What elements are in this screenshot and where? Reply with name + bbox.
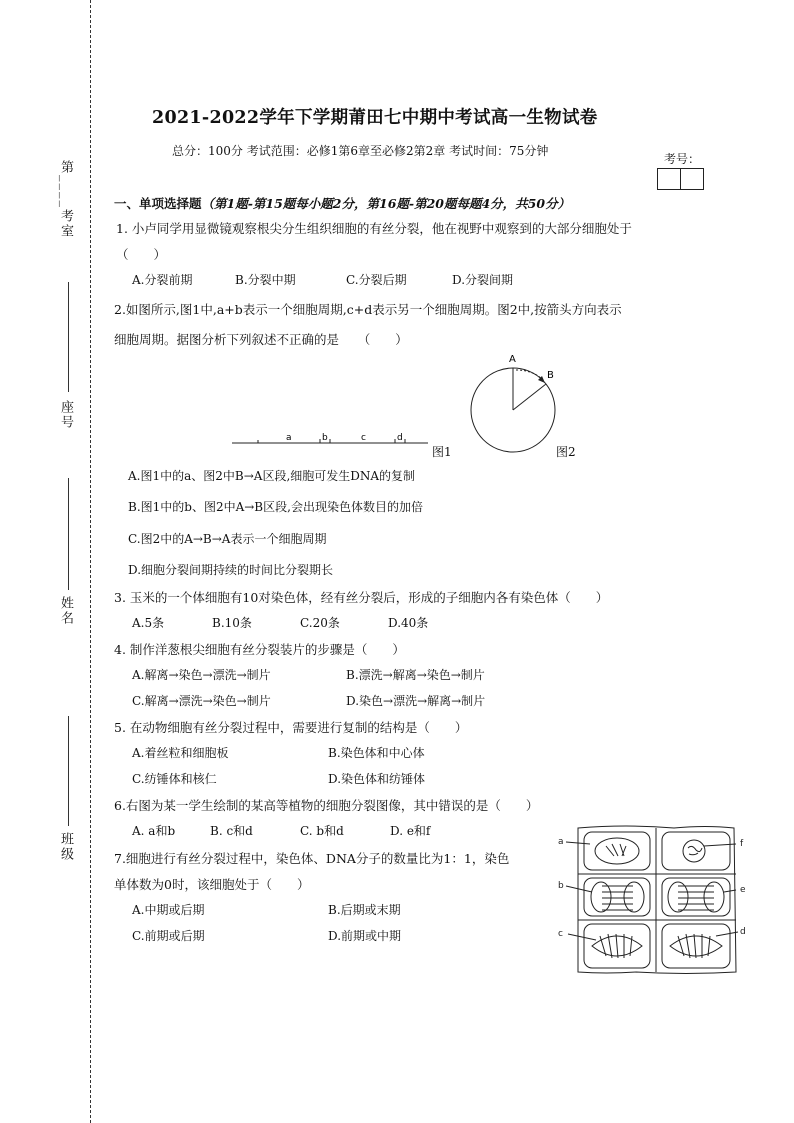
- fig1-label-b: b: [322, 433, 328, 443]
- margin-seat-label: 座号: [58, 400, 73, 430]
- fig2-caption: 图2: [556, 445, 576, 459]
- q5-option-a: A.着丝粒和细胞板: [132, 746, 229, 760]
- q2-option-c: C.图2中的A→B→A表示一个细胞周期: [128, 532, 327, 546]
- q7-stem-line2: 单体数为0时，该细胞处于（ ）: [114, 877, 310, 892]
- q6-option-c: C. b和d: [300, 824, 344, 838]
- q1-option-c: C.分裂后期: [346, 273, 407, 287]
- q6-frame: [578, 826, 736, 974]
- q6-fig-label-b: b: [558, 881, 564, 891]
- q6-cell-d: [662, 924, 730, 968]
- page-title: 2021-2022学年下学期莆田七中期中考试高一生物试卷: [152, 108, 598, 128]
- q6-stem: 6.右图为某一学生绘制的某高等植物的细胞分裂图像，其中错误的是（ ）: [114, 798, 539, 813]
- q6-option-b: B. c和d: [210, 824, 253, 838]
- q1-option-b: B.分裂中期: [235, 273, 296, 287]
- q6-fig-label-e: e: [740, 885, 746, 895]
- q4-option-a: A.解离→染色→漂洗→制片: [132, 668, 271, 682]
- q6-cell-f-chromatin: [688, 846, 702, 854]
- fig2-label-B: B: [547, 370, 554, 381]
- margin-class-label: 班级: [58, 832, 73, 862]
- q6-cell-f: [662, 832, 730, 870]
- q7-option-a: A.中期或后期: [132, 903, 205, 917]
- margin-name-label: 姓名: [58, 596, 73, 626]
- fig2-label-A: A: [509, 354, 516, 365]
- fig2-radius-b: [513, 384, 546, 410]
- q6-cell-a-chromosomes: [606, 844, 626, 856]
- q2-stem-line2: 细胞周期。据图分析下列叙述不正确的是 （ ）: [114, 332, 408, 347]
- q6-option-d: D. e和f: [390, 824, 431, 838]
- fig1-label-d: d: [397, 433, 403, 443]
- q5-option-c: C.纺锤体和核仁: [132, 772, 217, 786]
- q6-leader-b: [566, 886, 592, 892]
- q1-option-d: D.分裂间期: [452, 273, 514, 287]
- margin-class-line: [68, 716, 69, 826]
- q1-stem: 1. 小卢同学用显微镜观察根尖分生组织细胞的有丝分裂，他在视野中观察到的大部分细胞处于: [116, 221, 632, 236]
- q6-cell-f-nucleus: [683, 840, 705, 862]
- margin-exam-room-label: 第____考室: [58, 160, 73, 239]
- q6-fig-label-c: c: [558, 929, 563, 939]
- q7-option-c: C.前期或后期: [132, 929, 205, 943]
- q6-leader-f: [704, 844, 736, 846]
- q5-option-b: B.染色体和中心体: [328, 746, 425, 760]
- q6-fig-label-a: a: [558, 837, 564, 847]
- q6-fig-label-d: d: [740, 927, 746, 937]
- fig2-arrow-arc: [516, 370, 543, 380]
- q3-stem: 3. 玉米的一个体细胞有10对染色体，经有丝分裂后，形成的子细胞内各有染色体（ ）: [114, 590, 609, 605]
- q6-leader-d: [716, 932, 738, 936]
- q2-option-d: D.细胞分裂间期持续的时间比分裂期长: [128, 563, 334, 577]
- q3-option-a: A.5条: [132, 616, 165, 630]
- q5-stem: 5. 在动物细胞有丝分裂过程中，需要进行复制的结构是（ ）: [114, 720, 468, 735]
- q5-option-d: D.染色体和纺锤体: [328, 772, 426, 786]
- q2-option-a: A.图1中的a、图2中B→A区段,细胞可发生DNA的复制: [128, 469, 416, 483]
- q1-answer-bracket: （ ）: [116, 247, 167, 262]
- exam-number-label: 考号：: [664, 152, 701, 166]
- q1-option-a: A.分裂前期: [132, 273, 193, 287]
- q4-stem: 4. 制作洋葱根尖细胞有丝分裂装片的步骤是（ ）: [114, 642, 405, 657]
- fig1-label-c: c: [361, 433, 366, 443]
- q6-cell-e-spindle: [678, 886, 714, 910]
- q6-cell-a-spindle: [595, 838, 639, 864]
- q3-option-b: B.10条: [212, 616, 252, 630]
- q6-leader-c: [568, 934, 596, 940]
- q3-option-c: C.20条: [300, 616, 340, 630]
- fig1-label-a: a: [286, 433, 292, 443]
- q7-option-d: D.前期或中期: [328, 929, 402, 943]
- q4-option-c: C.解离→漂洗→染色→制片: [132, 694, 271, 708]
- section-title: 一、单项选择题: [114, 196, 202, 211]
- q2-stem-line1: 2.如图所示,图1中,a+b表示一个细胞周期,c+d表示另一个细胞周期。图2中,按箭头方向表示: [114, 302, 622, 317]
- section-note: （第1题-第15题每小题2分，第16题-第20题每题4分，共50分）: [201, 196, 571, 211]
- q3-option-d: D.40条: [388, 616, 429, 630]
- q2-cell-cycle-figures: [0, 0, 794, 470]
- fig1-caption: 图1: [432, 445, 452, 459]
- q7-option-b: B.后期或末期: [328, 903, 401, 917]
- margin-name-line: [68, 478, 69, 590]
- exam-info: 总分：100分 考试范围：必修1第6章至必修2第2章 考试时间：75分钟: [172, 144, 549, 158]
- q6-fig-label-f: f: [740, 839, 744, 849]
- q6-option-a: A. a和b: [132, 824, 176, 838]
- q4-option-d: D.染色→漂洗→解离→制片: [346, 694, 486, 708]
- q7-stem-line1: 7.细胞进行有丝分裂过程中，染色体、DNA分子的数量比为1：1，染色: [114, 851, 510, 866]
- q2-option-b: B.图1中的b、图2中A→B区段,会出现染色体数目的加倍: [128, 500, 423, 514]
- q6-cell-b-spindle: [602, 886, 633, 910]
- q4-option-b: B.漂洗→解离→染色→制片: [346, 668, 485, 682]
- q6-cell-division-figure: [556, 822, 776, 978]
